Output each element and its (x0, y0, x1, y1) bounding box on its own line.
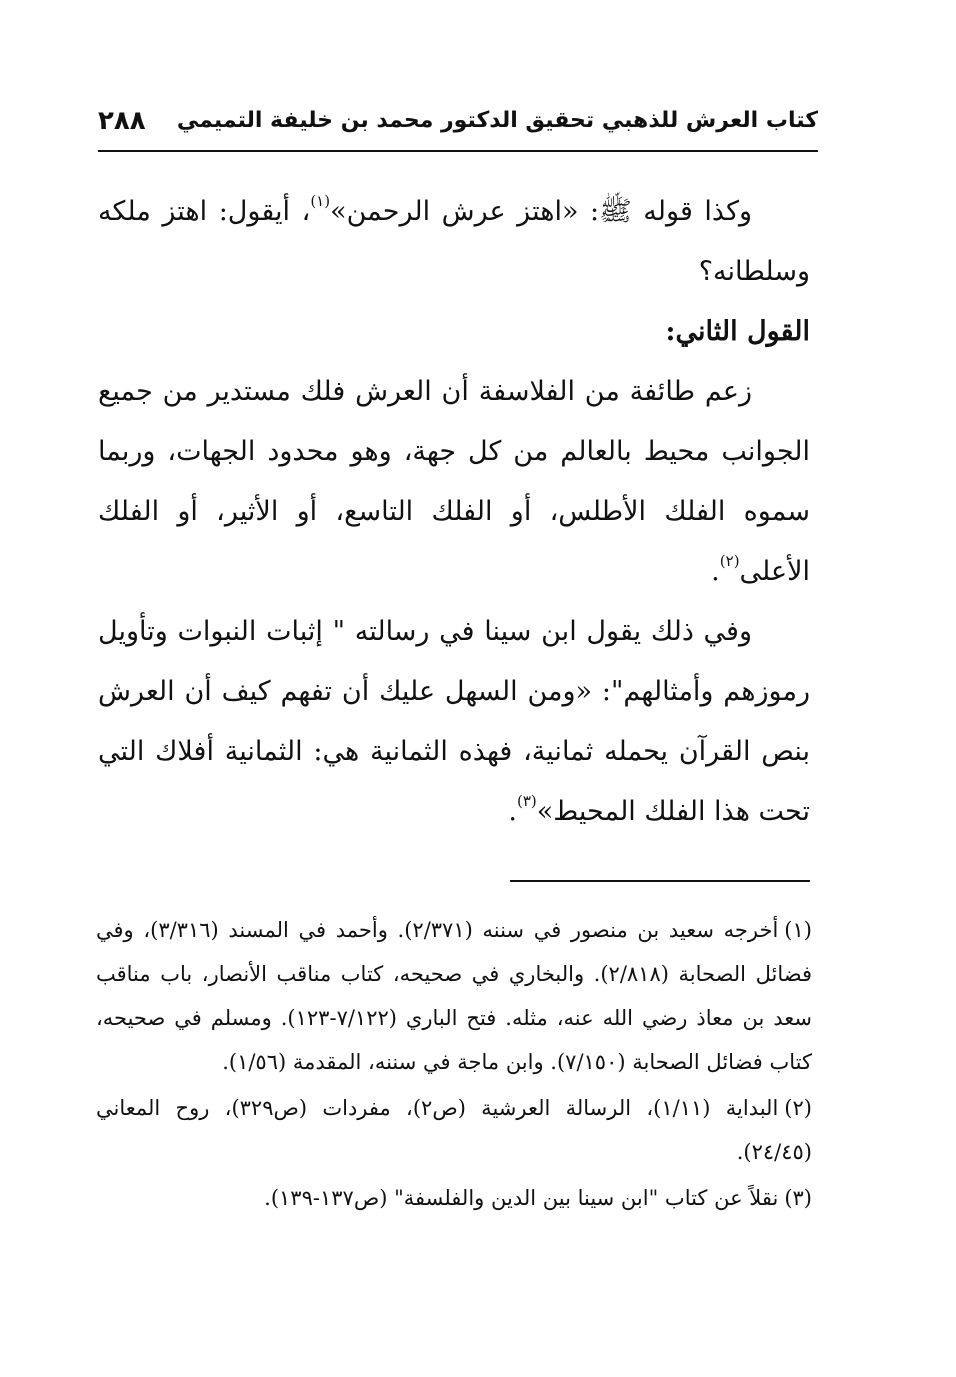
footnote-1-text: أخرجه سعيد بن منصور في سننه (٢/٣٧١). وأحمد في المسند (٣/٣١٦)، وفي فضائل الصحابة (٢/٨١٨). والبخاري في صحيحه، كتاب مناقب الأنصار، باب مناقب سعد بن معاذ رضي الله عنه، مثله. فتح الباري (٧/١٢٢-١٢٣). ومسلم في صحيحه، كتاب فضائل الصحابة (٧/١٥٠). وابن ماجة في سننه، المقدمة (١/٥٦). (96, 918, 812, 1074)
paragraph-3-text: وفي ذلك يقول ابن سينا في رسالته " إثبات النبوات وتأويل رموزهم وأمثالهم": «ومن السهل عليك أن تفهم كيف أن العرش بنص القرآن يحمله ثمانية، فهذه الثمانية هي: الثمانية أفلاك التي تحت هذا الفلك المحيط» (98, 616, 810, 827)
header-title: كتاب العرش للذهبي تحقيق الدكتور محمد بن خليفة التميمي (176, 108, 818, 133)
header-rule (98, 150, 818, 152)
footnote-2 (96, 1086, 812, 1174)
footnote-ref-3: (٣) (516, 792, 537, 810)
footnote-3 (96, 1176, 812, 1220)
page-number: ٢٨٨ (98, 106, 146, 136)
main-text (98, 182, 810, 842)
footnote-ref-2: (٢) (719, 552, 740, 570)
running-header (98, 108, 818, 148)
paragraph-3 (98, 602, 810, 842)
footnote-3-text: نقلاً عن كتاب "ابن سينا بين الدين والفلسفة" (ص١٣٧-١٣٩). (264, 1186, 779, 1210)
paragraph-1-tail: ، أيقول: اهتز ملكه وسلطانه؟ (98, 196, 810, 287)
paragraph-2-tail: . (711, 556, 720, 587)
footnotes (96, 908, 812, 1222)
footnote-1-number: (١) (784, 918, 812, 942)
paragraph-2 (98, 362, 810, 602)
paragraph-2-text: زعم طائفة من الفلاسفة أن العرش فلك مستدير من جميع الجوانب محيط بالعالم من كل جهة، وهو محدود الجهات، وربما سموه الفلك الأطلس، أو الفلك التاسع، أو الأثير، أو الفلك الأعلى (98, 376, 810, 587)
footnote-ref-1: (١) (310, 192, 331, 210)
section-heading: القول الثاني: (665, 316, 810, 347)
paragraph-1-text: وكذا قوله ﷺ: «اهتز عرش الرحمن» (330, 196, 752, 227)
footnote-3-number: (٣) (784, 1186, 812, 1210)
paragraph-1 (98, 182, 810, 302)
footnote-2-number: (٢) (784, 1096, 812, 1120)
footnote-1 (96, 908, 812, 1084)
paragraph-3-tail: . (508, 796, 517, 827)
footnote-separator (510, 880, 810, 882)
footnote-2-text: البداية (١/١١)، الرسالة العرشية (ص٢)، مفردات (ص٣٢٩)، روح المعاني (٢٤/٤٥). (96, 1096, 812, 1164)
